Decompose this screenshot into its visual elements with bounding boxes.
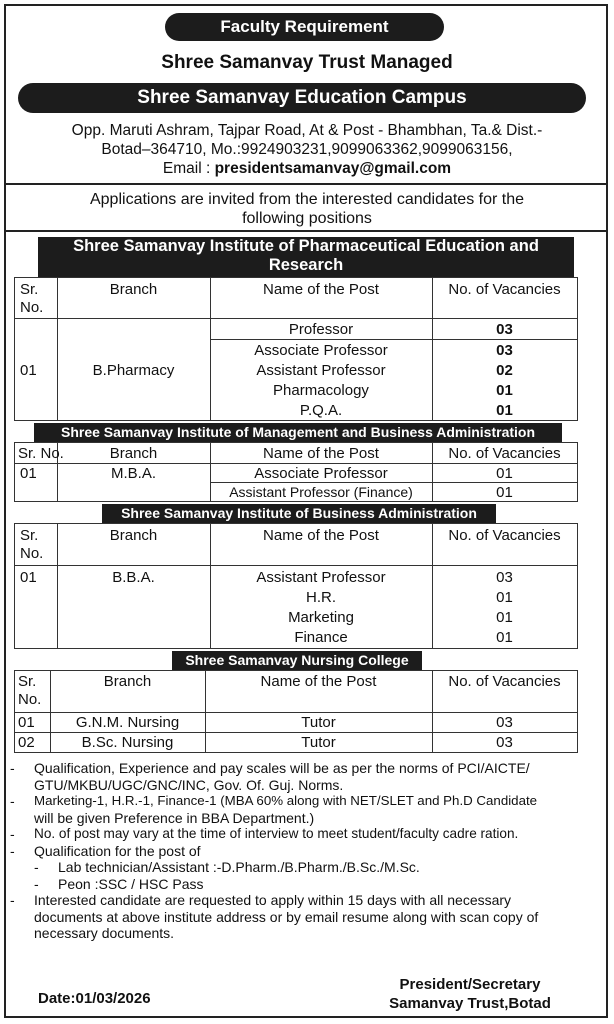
intro-text: Applications are invited from the interested candidates for the following positions [89, 191, 525, 227]
note-subitem: - Lab technician/Assistant :-D.Pharm./B.Pharm./B.Sc./M.Sc. [34, 859, 420, 875]
note-item: - Interested candidate are requested to apply within 15 days with all necessary documents at above institute address or by email resume along with scan copy of necessary documents. [10, 892, 539, 941]
campus-name: Shree Samanvay Education Campus [18, 83, 586, 113]
banner-title: Faculty Requirement [165, 13, 444, 41]
date: Date:01/03/2026 [38, 990, 151, 1007]
divider [4, 230, 608, 232]
email-line: Email : presidentsamanvay@gmail.com [162, 160, 452, 177]
email-address[interactable]: presidentsamanvay@gmail.com [214, 160, 452, 177]
note-item: - Marketing-1, H.R.-1, Finance-1 (MBA 60% along with NET/SLET and Ph.D Candidate will be given Preference in BBA Department.) [10, 793, 538, 826]
notes-list [10, 760, 600, 942]
section2-title: Shree Samanvay Institute of Management and Business Administration [34, 423, 562, 442]
section4-title: Shree Samanvay Nursing College [172, 651, 422, 670]
section1-title: Shree Samanvay Institute of Pharmaceutical Education and Research [38, 237, 574, 277]
signature-block: President/Secretary Samanvay Trust,Botad [389, 976, 551, 1012]
section3-title: Shree Samanvay Institute of Business Administration [102, 504, 496, 523]
note-item: - Qualification for the post of [10, 842, 201, 859]
note-subitem: - Peon :SSC / HSC Pass [34, 875, 204, 892]
note-item: - Qualification, Experience and pay scales will be as per the norms of PCI/AICTE/ GTU/MKBU/UGC/GNC/INC, Gov. Of. Guj. Norms. [10, 760, 530, 793]
trust-name: Shree Samanvay Trust Managed [161, 52, 453, 73]
divider [4, 183, 608, 185]
note-item: - No. of post may vary at the time of interview to meet student/faculty cadre ration. [10, 826, 519, 842]
address: Opp. Maruti Ashram, Tajpar Road, At & Post - Bhambhan, Ta.& Dist.- Botad–364710, Mo.:9924903231,9099063362,9099063156, [71, 122, 543, 158]
